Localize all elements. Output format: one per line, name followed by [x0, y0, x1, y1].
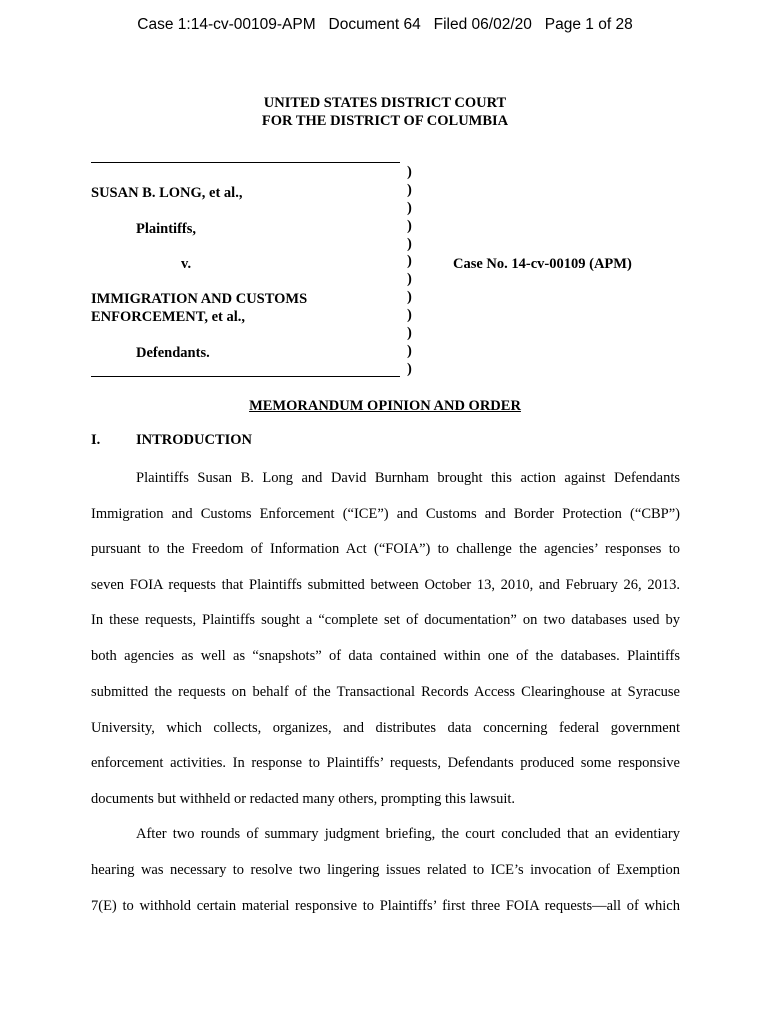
plaintiff-role: Plaintiffs,: [136, 221, 197, 237]
defendant-role: Defendants.: [136, 345, 210, 361]
paragraph-line: 7(E) to withhold certain material responsive to Plaintiffs’ first three FOIA requests—all of which: [91, 898, 680, 914]
paragraph-line: documents but withheld or redacted many others, prompting this lawsuit.: [91, 791, 516, 807]
paragraph-line: seven FOIA requests that Plaintiffs submitted between October 13, 2010, and February 26, 2013.: [91, 577, 680, 593]
court-name-line2: FOR THE DISTRICT OF COLUMBIA: [261, 113, 509, 129]
case-number: Case No. 14-cv-00109 (APM): [453, 256, 632, 272]
paren: ): [407, 289, 412, 306]
caption-top-rule: [91, 162, 400, 163]
paren: ): [407, 271, 412, 288]
document-title: MEMORANDUM OPINION AND ORDER: [249, 398, 521, 414]
caption-bottom-rule: [91, 376, 400, 377]
versus: v.: [181, 256, 192, 272]
paren: ): [407, 199, 412, 216]
paren: ): [407, 307, 412, 324]
paragraph-line: Immigration and Customs Enforcement (“ICE”) and Customs and Border Protection (“CBP”): [91, 506, 680, 522]
paragraph-line: both agencies as well as “snapshots” of data contained within one of the databases. Plaintiffs: [91, 648, 680, 664]
court-name-line1: UNITED STATES DISTRICT COURT: [263, 95, 507, 111]
section-heading: INTRODUCTION: [136, 432, 253, 448]
paren: ): [407, 217, 412, 234]
paren: ): [407, 181, 412, 198]
paren: ): [407, 342, 412, 359]
paragraph-line: In these requests, Plaintiffs sought a “complete set of documentation” on two databases used by: [91, 612, 680, 628]
paren: ): [407, 325, 412, 342]
paragraph-line: submitted the requests on behalf of the Transactional Records Access Clearinghouse at Syracuse: [91, 684, 680, 700]
paren: ): [407, 164, 412, 180]
court-name: [0, 94, 770, 130]
paragraph-line: pursuant to the Freedom of Information Act (“FOIA”) to challenge the agencies’ responses to: [91, 541, 680, 557]
paren: ): [407, 235, 412, 252]
paren: ): [407, 360, 412, 377]
paren: ): [407, 253, 412, 270]
defendant-name-line2: ENFORCEMENT, et al.,: [91, 309, 245, 325]
paragraph-line: enforcement activities. In response to Plaintiffs’ requests, Defendants produced some responsive: [91, 755, 680, 771]
defendant-name-line1: IMMIGRATION AND CUSTOMS: [91, 291, 308, 307]
caption-paren-column: [407, 164, 412, 379]
paragraph-line: After two rounds of summary judgment briefing, the court concluded that an evidentiary: [136, 826, 680, 842]
section-number: I.: [91, 432, 101, 448]
paragraph-line: hearing was necessary to resolve two lingering issues related to ICE’s invocation of Exemption: [91, 862, 680, 878]
plaintiff-name: SUSAN B. LONG, et al.,: [91, 185, 243, 201]
case-header: Case 1:14-cv-00109-APM Document 64 Filed 06/02/20 Page 1 of 28: [137, 16, 633, 33]
paragraph-line: University, which collects, organizes, and distributes data concerning federal government: [91, 720, 680, 736]
paragraph-line: Plaintiffs Susan B. Long and David Burnham brought this action against Defendants: [136, 470, 680, 486]
